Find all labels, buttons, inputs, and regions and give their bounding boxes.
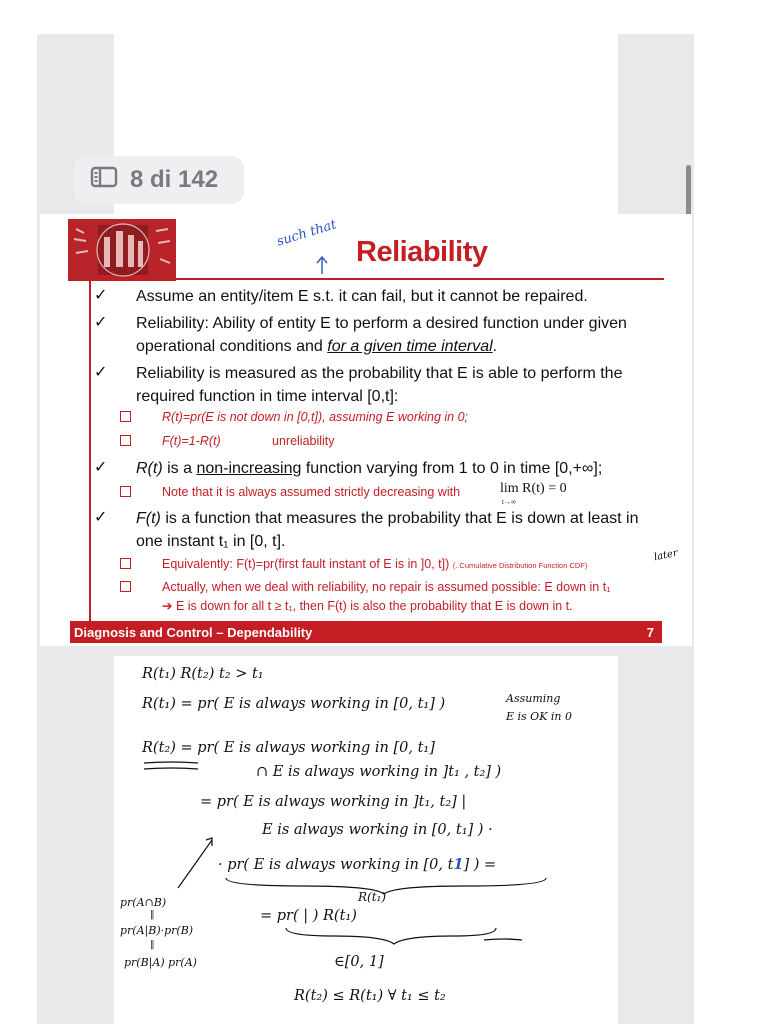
handwritten-such-that: such that — [275, 217, 339, 250]
check-icon: ✓ — [94, 285, 108, 304]
hw-line-7: · pr( E is always working in [0, t1] ) = — [218, 856, 497, 873]
sidebar-toggle-icon[interactable] — [90, 165, 118, 196]
sub-bullet-no-repair-line-2: ➔ E is down for all t ≥ t₁, then F(t) is also the probability that E is down in t. — [162, 599, 573, 613]
sub-bullet-reliability-def: R(t)=pr(E is not down in [0,t]), assuming E working in 0; — [162, 410, 469, 424]
hw-line-5: = pr( E is always working in ]t₁, t₂] | — [200, 794, 467, 810]
left-divider — [89, 278, 91, 621]
hw-left-4: ‖ — [150, 940, 155, 950]
bullet-5-line-1: F(t) is a function that measures the probability that E is down at least in — [136, 510, 639, 527]
lower-brace — [284, 926, 524, 956]
bullet-2-line-2: operational conditions and for a given time interval. — [136, 338, 498, 355]
hw-left-3: pr(A|B)·pr(B) — [120, 924, 194, 937]
hw-line-6: E is always working in [0, t₁] ) · — [262, 822, 493, 838]
slide-footer — [70, 621, 662, 643]
sub-bullet-no-repair-line-1: Actually, when we deal with reliability, no repair is assumed possible: E down in t₁ — [162, 580, 611, 594]
limit-subscript: t→∞ — [502, 498, 516, 506]
check-icon: ✓ — [94, 312, 108, 331]
hw-line-2: R(t₁) = pr( E is always working in [0, t₁] ) — [142, 696, 446, 712]
check-icon: ✓ — [94, 507, 108, 526]
sub-bullet-equivalently: Equivalently: F(t)=pr(first fault instant of E is in ]0, t]) (..Cumulative Distribution Function CDF) — [162, 557, 588, 571]
square-bullet-icon — [120, 558, 131, 569]
hw-left-5: pr(B|A) pr(A) — [124, 956, 197, 969]
sub-bullet-strictly-decreasing: Note that it is always assumed strictly decreasing with — [162, 485, 461, 499]
double-underline — [142, 760, 202, 772]
hw-assuming: Assuming — [506, 692, 561, 705]
hw-line-4: ∩ E is always working in ]t₁ , t₂] ) — [256, 764, 502, 780]
hw-left-2: ‖ — [150, 910, 155, 920]
bullet-3-line-2: required function in time interval [0,t]: — [136, 388, 399, 405]
square-bullet-icon — [120, 435, 131, 446]
square-bullet-icon — [120, 581, 131, 592]
slide-page — [40, 214, 692, 646]
hw-line-1: R(t₁) R(t₂) t₂ > t₁ — [142, 666, 264, 682]
handwritten-later: later — [653, 547, 679, 564]
sub-bullet-unreliability: F(t)=1-R(t) — [162, 434, 221, 448]
title-divider — [92, 278, 664, 280]
hw-left-1: pr(A∩B) — [120, 896, 167, 909]
arrow-annotation — [172, 832, 222, 892]
unreliability-label: unreliability — [272, 434, 335, 448]
limit-formula: lim R(t) = 0 — [500, 481, 567, 496]
page-counter-label: 8 di 142 — [130, 166, 219, 193]
arrow-up-icon — [312, 254, 332, 276]
scrollbar-thumb[interactable] — [686, 165, 691, 219]
page-counter[interactable] — [74, 156, 244, 204]
footer-course-title: Diagnosis and Control – Dependability — [74, 624, 313, 640]
hw-line-3: R(t₂) = pr( E is always working in [0, t₁] — [142, 740, 435, 756]
hw-e-ok: E is OK in 0 — [506, 710, 573, 723]
underbrace — [224, 876, 554, 896]
bullet-4: R(t) is a non-increasing function varying from 1 to 0 in time [0,+∞]; — [136, 460, 603, 477]
bullet-5-line-2: one instant t₁ in [0, t]. — [136, 533, 286, 550]
bullet-3-line-1: Reliability is measured as the probability that E is able to perform the — [136, 365, 623, 382]
university-seal-logo — [68, 219, 176, 281]
hw-line-9: ∈[0, 1] — [334, 954, 384, 970]
slide-title: Reliability — [356, 236, 488, 268]
bullet-2-line-1: Reliability: Ability of entity E to perform a desired function under given — [136, 315, 627, 332]
hw-brace-label: R(t₁) — [358, 890, 387, 904]
check-icon: ✓ — [94, 362, 108, 381]
square-bullet-icon — [120, 411, 131, 422]
hw-line-10: R(t₂) ≤ R(t₁) ∀ t₁ ≤ t₂ — [294, 988, 446, 1004]
bullet-1: Assume an entity/item E s.t. it can fail, but it cannot be repaired. — [136, 288, 588, 305]
hw-line-8: = pr( | ) R(t₁) — [260, 908, 357, 924]
square-bullet-icon — [120, 486, 131, 497]
check-icon: ✓ — [94, 457, 108, 476]
footer-slide-number: 7 — [646, 624, 654, 640]
notes-page — [114, 656, 618, 1024]
